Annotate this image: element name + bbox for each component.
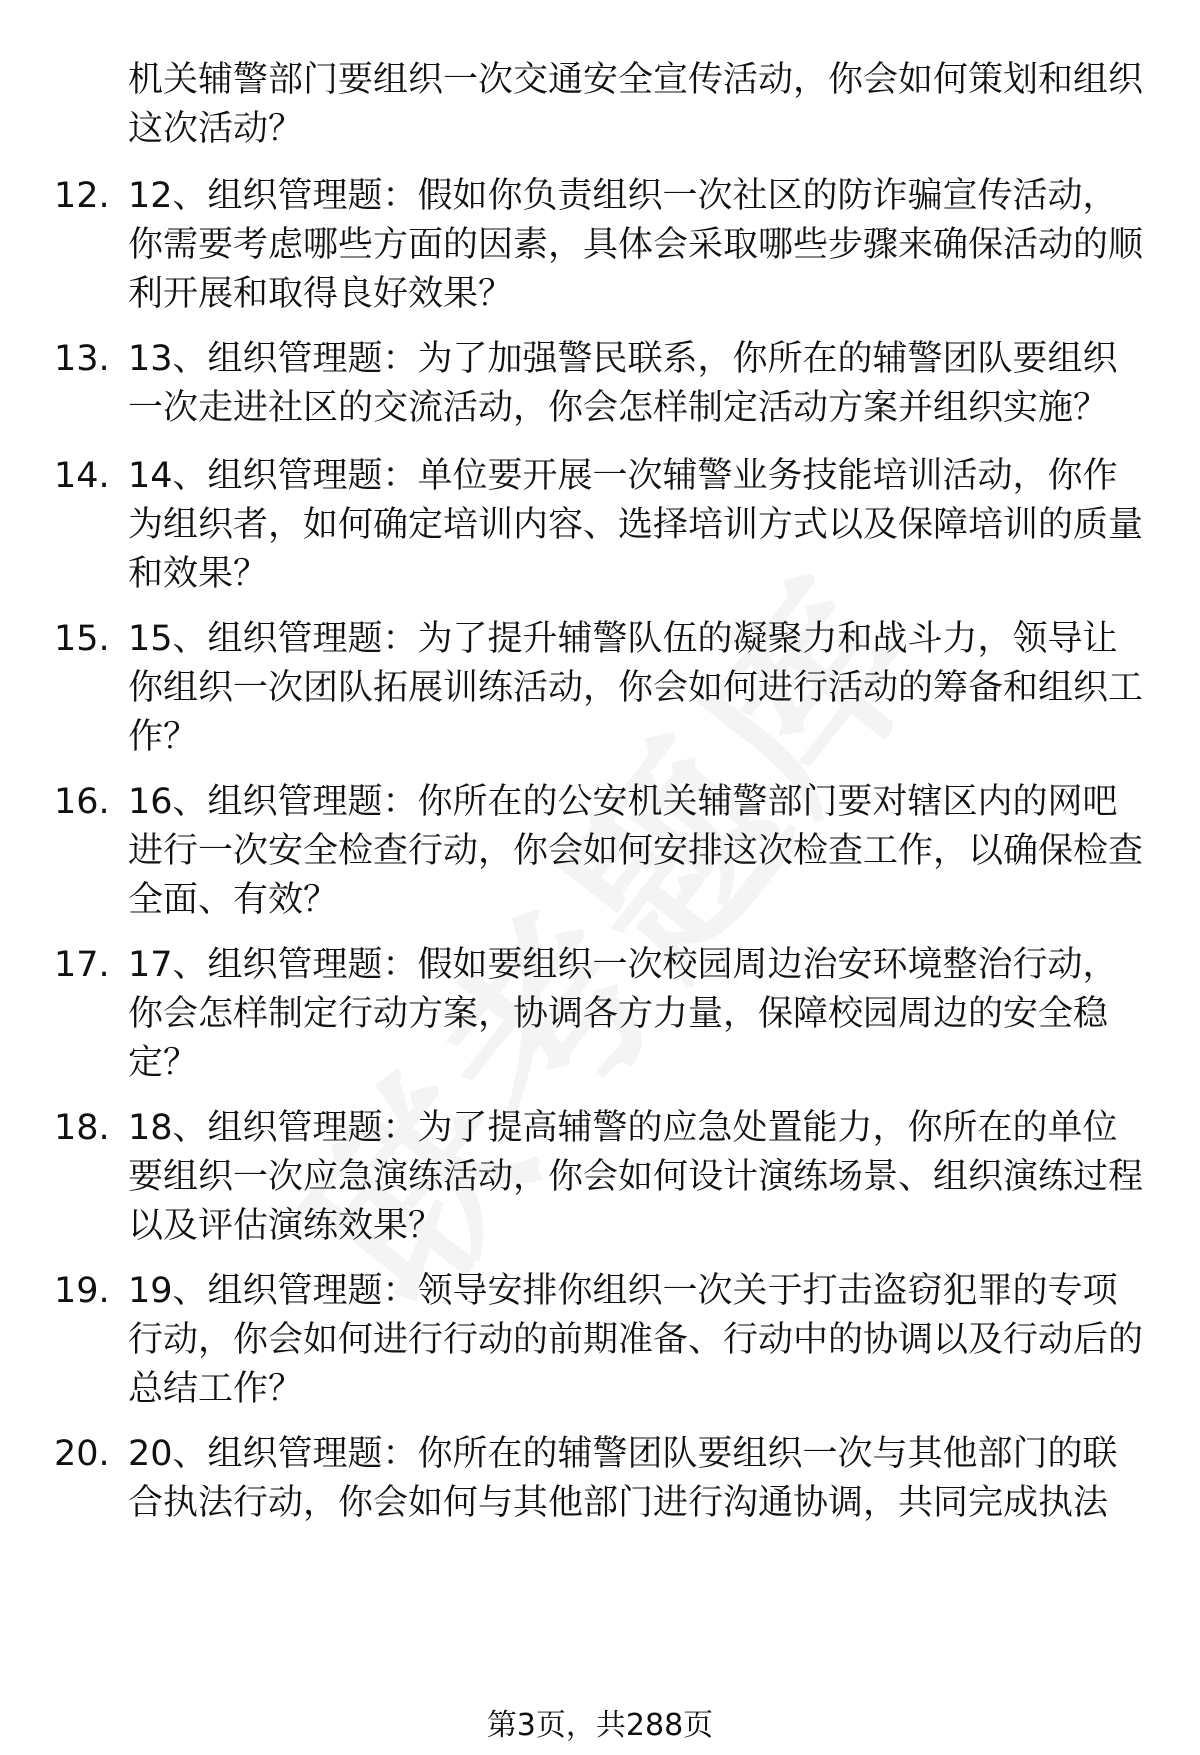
item-number: 12. [54, 176, 110, 216]
item-number: 15. [54, 619, 110, 659]
item-text: 13、组织管理题：为了加强警民联系，你所在的辅警团队要组织一次走进社区的交流活动，你会怎样制定活动方案并组织实施？ [128, 339, 1118, 428]
item-number: 19. [54, 1271, 110, 1311]
item-text: 14、组织管理题：单位要开展一次辅警业务技能培训活动，你作为组织者，如何确定培训内容、选择培训方式以及保障培训的质量和效果？ [128, 456, 1144, 594]
item-number: 16. [54, 782, 110, 822]
item-text: 12、组织管理题：假如你负责组织一次社区的防诈骗宣传活动，你需要考虑哪些方面的因素，具体会采取哪些步骤来确保活动的顺利开展和取得良好效果？ [128, 176, 1144, 314]
page-footer: 第3页，共288页 [486, 1708, 714, 1743]
item-text: 19、组织管理题：领导安排你组织一次关于打击盗窃犯罪的专项行动，你会如何进行行动的前期准备、行动中的协调以及行动后的总结工作？ [128, 1271, 1144, 1409]
item-text: 18、组织管理题：为了提高辅警的应急处置能力，你所在的单位要组织一次应急演练活动，你会如何设计演练场景、组织演练过程以及评估演练效果？ [128, 1108, 1144, 1246]
intro-paragraph: 机关辅警部门要组织一次交通安全宣传活动，你会如何策划和组织这次活动？ [128, 60, 1144, 149]
item-number: 20. [54, 1434, 110, 1474]
item-text: 20、组织管理题：你所在的辅警团队要组织一次与其他部门的联合执法行动，你会如何与其他部门进行沟通协调，共同完成执法 [128, 1434, 1118, 1523]
item-text: 15、组织管理题：为了提升辅警队伍的凝聚力和战斗力，领导让你组织一次团队拓展训练活动，你会如何进行活动的筹备和组织工作？ [128, 619, 1144, 757]
item-number: 14. [54, 456, 110, 496]
item-text: 16、组织管理题：你所在的公安机关辅警部门要对辖区内的网吧进行一次安全检查行动，你会如何安排这次检查工作，以确保检查全面、有效？ [128, 782, 1144, 920]
item-number: 13. [54, 339, 110, 379]
item-number: 17. [54, 945, 110, 985]
item-text: 17、组织管理题：假如要组织一次校园周边治安环境整治行动，你会怎样制定行动方案，协调各方力量，保障校园周边的安全稳定？ [128, 945, 1118, 1083]
item-number: 18. [54, 1108, 110, 1148]
